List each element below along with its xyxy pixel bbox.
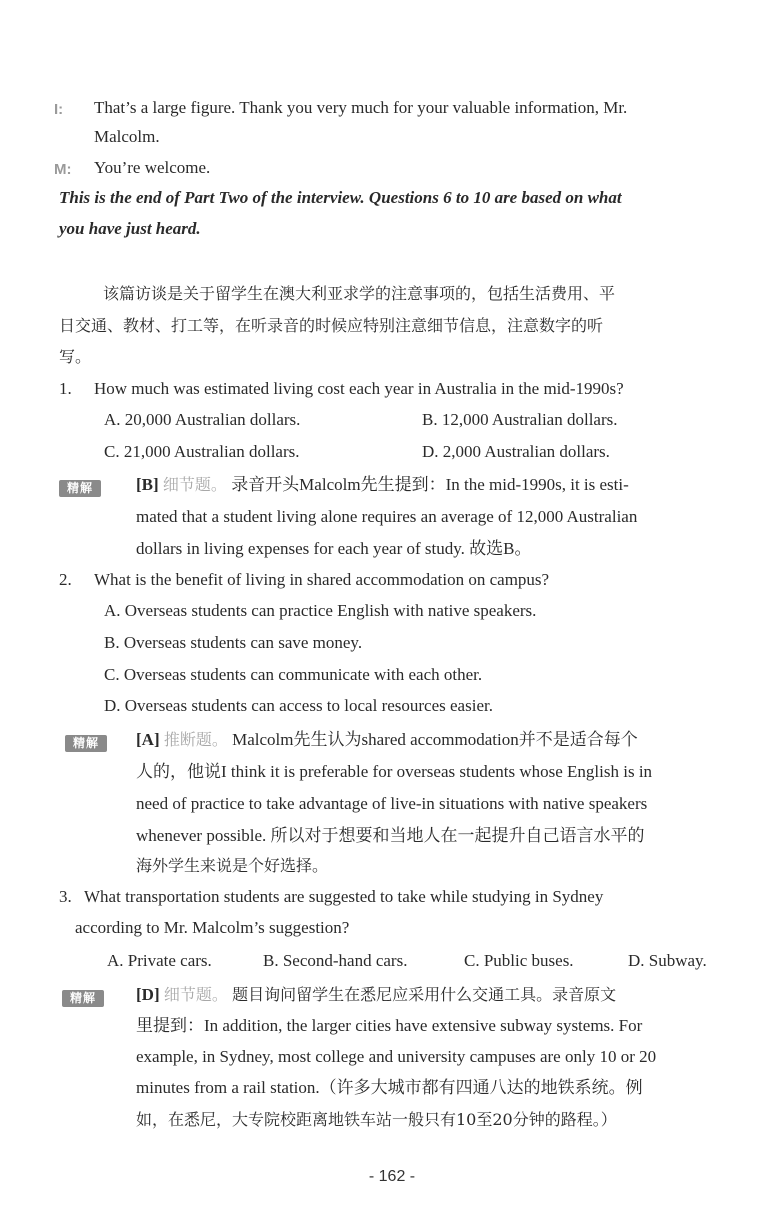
explanation-line: dollars in living expenses for each year of study. 故选B。 [136, 539, 532, 558]
question-text: What transportation students are suggested to take while studying in Sydney [84, 887, 604, 906]
end-note: This is the end of Part Two of the interview. Questions 6 to 10 are based on what [59, 188, 622, 207]
answer-key: [B] [136, 475, 159, 494]
option: C. 21,000 Australian dollars. [104, 442, 300, 461]
question-number: 2. [59, 570, 72, 589]
dialogue-line: That’s a large figure. Thank you very much for your valuable information, Mr. [94, 98, 628, 117]
explanation-line: 海外学生来说是个好选择。 [136, 856, 329, 875]
option: A. Private cars. [107, 951, 212, 970]
explanation-line: whenever possible. 所以对于想要和当地人在一起提升自己语言水平的 [136, 826, 645, 845]
option: B. 12,000 Australian dollars. [422, 410, 618, 429]
question-number: 1. [59, 379, 72, 398]
explanation-line: minutes from a rail station.（许多大城市都有四通八达的地铁系统。例 [136, 1078, 643, 1097]
option: D. Overseas students can access to local resources easier. [104, 696, 493, 715]
explanation-line [136, 475, 629, 496]
question-text: How much was estimated living cost each year in Australia in the mid-1990s? [94, 379, 624, 398]
intro-paragraph: 写。 [59, 347, 92, 366]
explanation-line: 如，在悉尼，大专院校距离地铁车站一般只有10至20分钟的路程。） [136, 1110, 617, 1129]
option: B. Second-hand cars. [263, 951, 408, 970]
option: D. 2,000 Australian dollars. [422, 442, 610, 461]
page-number: - 162 - [368, 1168, 416, 1185]
intro-paragraph: 日交通、教材、打工等，在听录音的时候应特别注意细节信息，注意数字的听 [59, 316, 604, 335]
question-type: 细节题。 [163, 987, 228, 1004]
explanation-line: 里提到：In addition, the larger cities have extensive subway systems. For [136, 1016, 643, 1035]
question-type: 推断题。 [163, 732, 228, 749]
option: C. Public buses. [464, 951, 574, 970]
speaker-m-label: M: [54, 161, 72, 178]
explanation-text: 录音开头Malcolm先生提到：In the mid-1990s, it is esti- [231, 475, 629, 494]
option: A. Overseas students can practice English with native speakers. [104, 601, 537, 620]
question-number: 3. [59, 887, 72, 906]
explanation-line: 人的，他说I think it is preferable for overseas students whose English is in [136, 762, 653, 781]
question-type: 细节题。 [162, 477, 227, 494]
explanation-line: mated that a student living alone requires an average of 12,000 Australian [136, 507, 638, 526]
speaker-i-label: I: [54, 101, 64, 118]
option: A. 20,000 Australian dollars. [104, 410, 301, 429]
dialogue-line: You’re welcome. [94, 158, 211, 177]
explanation-badge: 精解 [65, 735, 107, 752]
answer-key: [D] [136, 985, 160, 1004]
explanation-line: need of practice to take advantage of live-in situations with native speakers [136, 794, 648, 813]
explanation-text: Malcolm先生认为shared accommodation并不是适合每个 [232, 730, 638, 749]
question-text: according to Mr. Malcolm’s suggestion? [75, 918, 350, 937]
option: B. Overseas students can save money. [104, 633, 363, 652]
end-note: you have just heard. [59, 219, 201, 238]
option: D. Subway. [628, 951, 707, 970]
explanation-line [136, 985, 616, 1006]
explanation-line: example, in Sydney, most college and university campuses are only 10 or 20 [136, 1047, 657, 1066]
dialogue-line: Malcolm. [94, 127, 160, 146]
option: C. Overseas students can communicate with each other. [104, 665, 483, 684]
question-text: What is the benefit of living in shared accommodation on campus? [94, 570, 550, 589]
answer-key: [A] [136, 730, 160, 749]
intro-paragraph: 该篇访谈是关于留学生在澳大利亚求学的注意事项的，包括生活费用、平 [103, 284, 616, 303]
explanation-badge: 精解 [59, 480, 101, 497]
explanation-text: 题目询问留学生在悉尼应采用什么交通工具。录音原文 [232, 985, 617, 1004]
explanation-badge: 精解 [62, 990, 104, 1007]
explanation-line [136, 730, 638, 751]
